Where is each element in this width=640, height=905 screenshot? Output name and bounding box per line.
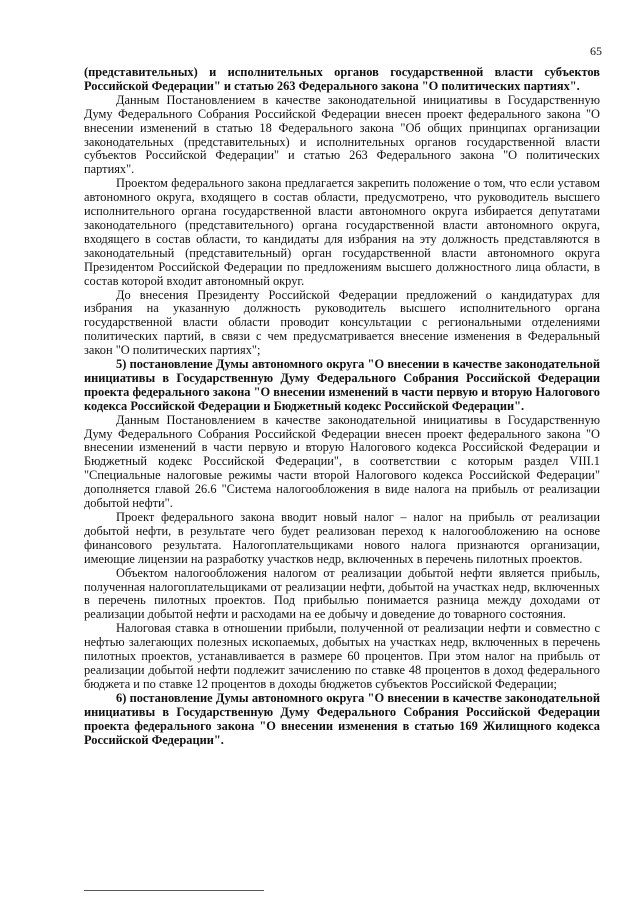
page-number: 65 [590, 44, 602, 58]
paragraph: Проект федерального закона вводит новый налог – налог на прибыль от реализации добытой нефти, в результате чего будет реализован переход к налогообложению на основе финансового результата. Налогоплательщиками нового налога признаются организации, имеющие лицензии на разработку участков недр, включенных в перечень пилотных проектов. [84, 510, 600, 566]
paragraph-bold-continuation: (представительных) и исполнительных органов государственной власти субъектов Российской Федерации" и статью 263 Федерального закона "О политических партиях". [84, 65, 600, 93]
paragraph-bold-item-6: 6) постановление Думы автономного округа "О внесении в качестве законодательной инициативы в Государственную Думу Федерального Собрания Российской Федерации проекта федерального закона "О внесении изменения в статью 169 Жилищного кодекса Российской Федерации". [84, 690, 600, 747]
document-body [84, 66, 600, 747]
paragraph: Проектом федерального закона предлагается закрепить положение о том, что если уставом автономного округа, входящего в состав области, предусмотрено, что руководитель высшего исполнительного органа государственной власти автономного округа избирается депутатами законодательного (представительного) органа государственной власти автономного округа, входящего в состав области, то кандидаты для избрания на эту должность представляются в законодательный (представительный) орган государственной власти автономного округа Президентом Российской Федерации по предложениям высшего должностного лица области, в состав которой входит автономный округ. [84, 176, 600, 288]
paragraph: Объектом налогообложения налогом от реализации добытой нефти является прибыль, полученная налогоплательщиками от реализации нефти, добытой на участках недр, включенных в перечень пилотных проектов. Под прибылью понимается разница между доходами от реализации добытой нефти и расходами на ее добычу и доведение до товарного состояния. [84, 565, 600, 622]
paragraph: Налоговая ставка в отношении прибыли, полученной от реализации нефти и совместно с нефтью залегающих полезных ископаемых, добытых на участках недр, включенных в перечень пилотных проектов, устанавливается в размере 60 процентов. При этом налог на прибыль от реализации добытой нефти подлежит зачислению по ставке 48 процентов в доход федерального бюджета и по ставке 12 процентов в доходы бюджетов субъектов Российской Федерации; [84, 621, 600, 691]
paragraph: До внесения Президенту Российской Федерации предложений о кандидатурах для избрания на указанную должность руководитель высшего исполнительного органа государственной власти области проводит консультации с региональными отделениями политических партий, в связи с чем предусматривается внесение изменения в Федеральный закон "О политических партиях"; [84, 287, 600, 358]
paragraph: Данным Постановлением в качестве законодательной инициативы в Государственную Думу Федерального Собрания Российской Федерации внесен проект федерального закона "О внесении изменений в части первую и вторую Налогового кодекса Российской Федерации и Бюджетный кодекс Российской Федерации", в соответствии с которым раздел VIII.1 "Специальные налоговые режимы части второй Налогового кодекса Российской Федерации" дополняется главой 26.6 "Система налогообложения в виде налога на прибыль от реализации добытой нефти". [84, 412, 600, 511]
paragraph: Данным Постановлением в качестве законодательной инициативы в Государственную Думу Федерального Собрания Российской Федерации внесен проект федерального закона "О внесении изменений в статью 18 Федерального закона "Об общих принципах организации законодательных (представительных) и исполнительных органов государственной власти субъектов Российской Федерации" и статью 263 Федерального закона "О политических партиях". [84, 92, 600, 177]
paragraph-bold-item-5: 5) постановление Думы автономного округа "О внесении в качестве законодательной инициативы в Государственную Думу Федерального Собрания Российской Федерации проекта федерального закона "О внесении изменений в части первую и вторую Налогового кодекса Российской Федерации и Бюджетный кодекс Российской Федерации". [84, 357, 600, 413]
footer-divider [84, 890, 264, 891]
